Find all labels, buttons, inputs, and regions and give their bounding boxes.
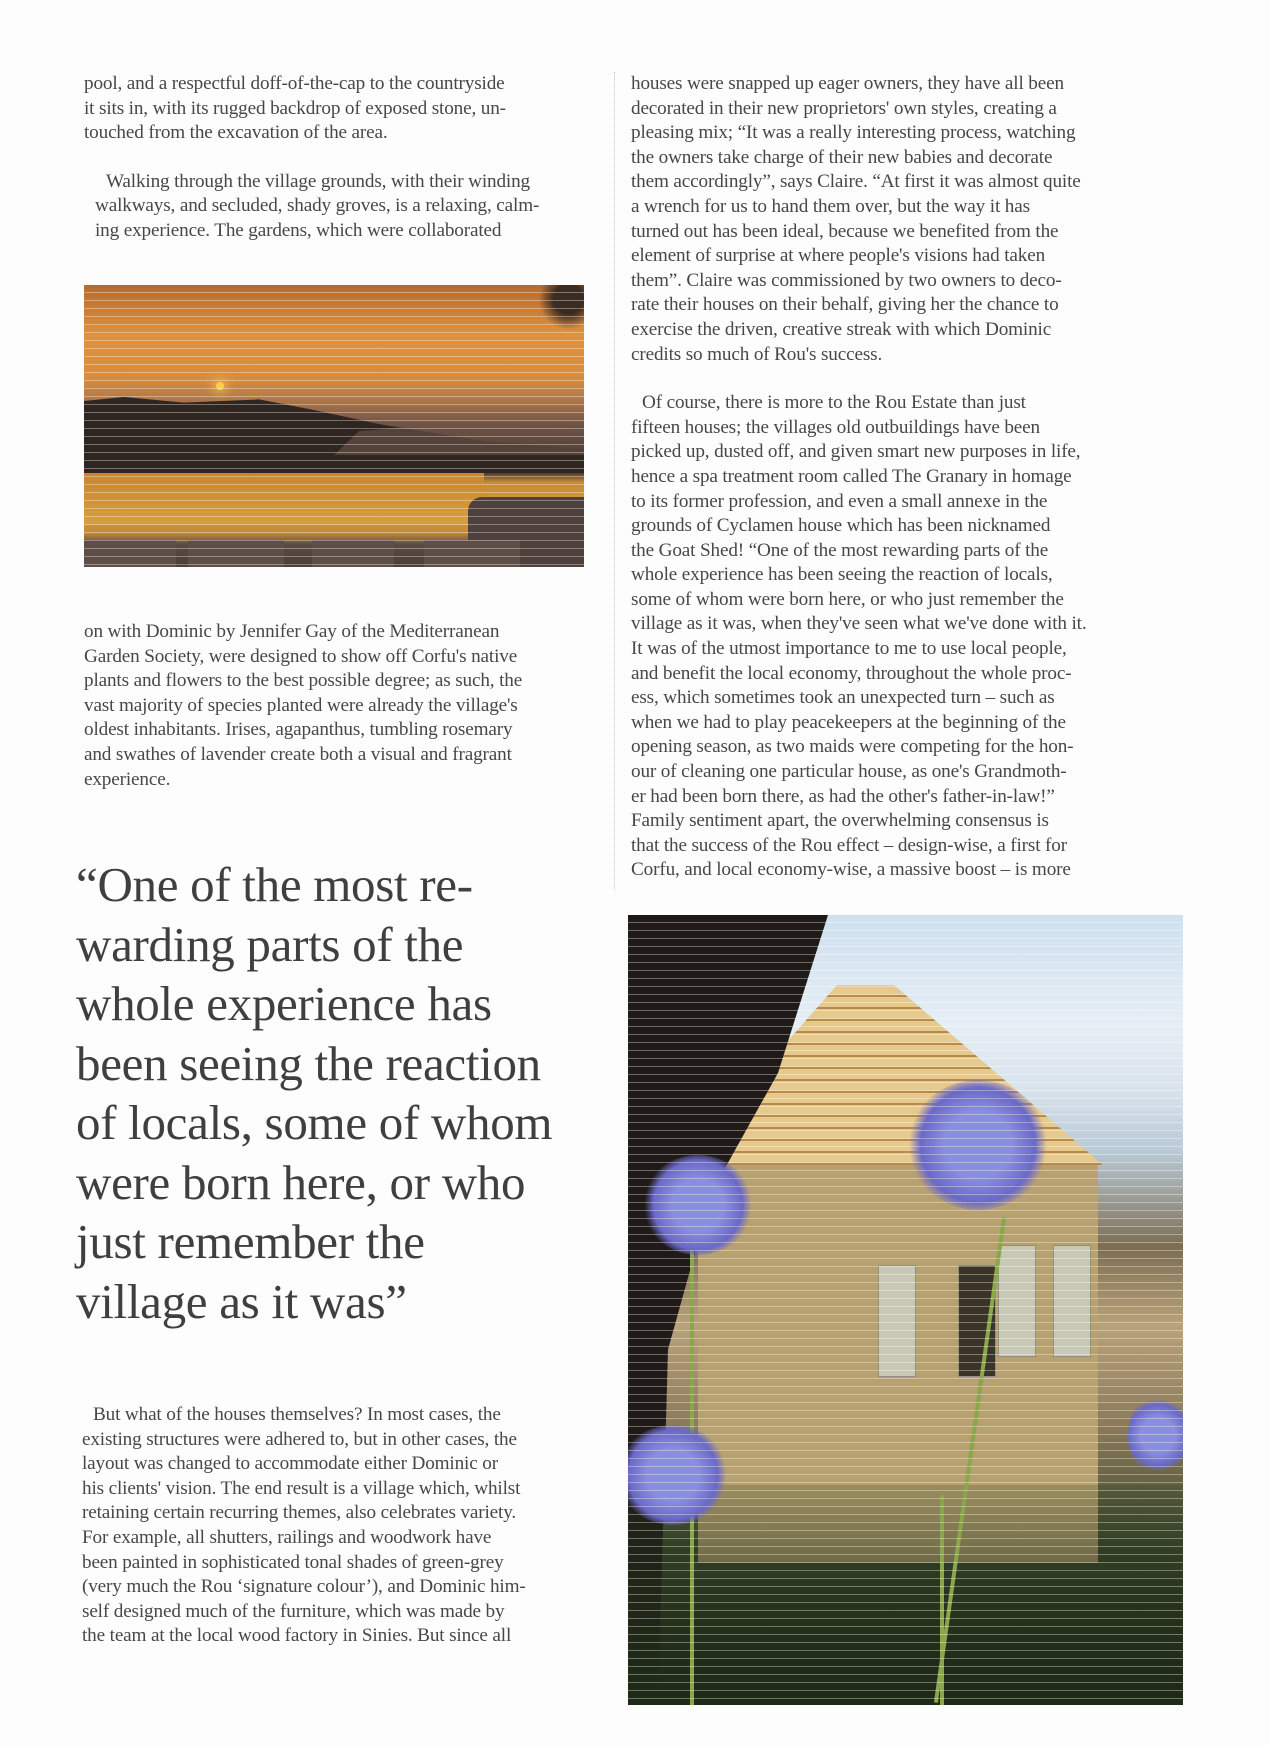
- text-line: plants and flowers to the best possible degree; as such, the: [84, 670, 523, 692]
- text-line: (very much the Rou ‘signature colour’), and Dominic him-: [82, 1576, 526, 1598]
- text-line: grounds of Cyclamen house which has been nicknamed: [631, 515, 1051, 537]
- paragraph: [84, 72, 604, 146]
- text-line: retaining certain recurring themes, also celebrates variety.: [82, 1502, 517, 1524]
- left-column-top-text: [84, 72, 604, 244]
- scan-lines: [84, 285, 584, 567]
- text-line: it sits in, with its rugged backdrop of exposed stone, un-: [84, 97, 506, 119]
- text-line: Family sentiment apart, the overwhelming consensus is: [631, 810, 1049, 832]
- text-line: Corfu, and local economy-wise, a massive boost – is more: [631, 859, 1071, 881]
- paragraph: [84, 620, 604, 792]
- text-line: oldest inhabitants. Irises, agapanthus, tumbling rosemary: [84, 719, 513, 741]
- text-line: village as it was, when they've seen what we've done with it.: [631, 613, 1087, 635]
- text-line: them”. Claire was commissioned by two owners to deco-: [631, 269, 1062, 291]
- text-line: experience.: [84, 768, 171, 790]
- text-line: a wrench for us to hand them over, but the way it has: [631, 195, 1030, 217]
- paragraph: [84, 170, 604, 244]
- text-line: exercise the driven, creative streak with which Dominic: [631, 318, 1052, 340]
- paragraph: [631, 72, 1171, 367]
- text-line: the Goat Shed! “One of the most rewarding parts of the: [631, 539, 1049, 561]
- quote-line: of locals, some of whom: [76, 1095, 553, 1150]
- text-line: houses were snapped up eager owners, they have all been: [631, 73, 1064, 94]
- text-line: fifteen houses; the villages old outbuildings have been: [631, 416, 1040, 438]
- quote-line: “One of the most re-: [76, 857, 473, 912]
- text-line: touched from the excavation of the area.: [84, 122, 388, 144]
- stone-house-photo: [628, 915, 1183, 1705]
- text-line: when we had to play peacekeepers at the beginning of the: [631, 711, 1066, 733]
- text-line: been painted in sophisticated tonal shades of green-grey: [82, 1551, 504, 1573]
- text-line: our of cleaning one particular house, as one's Grandmoth-: [631, 761, 1067, 783]
- text-line: self designed much of the furniture, which was made by: [82, 1600, 505, 1622]
- text-line: and swathes of lavender create both a visual and fragrant: [84, 743, 512, 765]
- right-column-text: [631, 72, 1171, 883]
- text-line: turned out has been ideal, because we benefited from the: [631, 220, 1059, 242]
- text-line: walkways, and secluded, shady groves, is a relaxing, calm-: [95, 195, 540, 217]
- text-line: existing structures were adhered to, but in other cases, the: [82, 1428, 517, 1450]
- text-line: on with Dominic by Jennifer Gay of the Mediterranean: [84, 621, 500, 642]
- text-line: to its former profession, and even a small annexe in the: [631, 490, 1048, 512]
- text-line: the owners take charge of their new babies and decorate: [631, 146, 1053, 168]
- text-line: and benefit the local economy, throughout the whole proc-: [631, 662, 1072, 684]
- text-line: element of surprise at where people's visions had taken: [631, 245, 1046, 267]
- sunset-pool-photo: [84, 285, 584, 567]
- text-line: layout was changed to accommodate either Dominic or: [82, 1453, 498, 1475]
- paragraph: [82, 1403, 612, 1649]
- text-line: ess, which sometimes took an unexpected turn – such as: [631, 687, 1055, 709]
- scan-lines: [628, 915, 1183, 1705]
- text-line: hence a spa treatment room called The Granary in homage: [631, 465, 1072, 487]
- text-line: decorated in their new proprietors' own styles, creating a: [631, 97, 1057, 119]
- quote-line: were born here, or who: [76, 1154, 526, 1210]
- left-column-middle-text: [84, 620, 604, 792]
- text-line: pleasing mix; “It was a really interesting process, watching: [631, 122, 1076, 144]
- text-line: some of whom were born here, or who just remember the: [631, 588, 1064, 610]
- text-line: er had been born there, as had the other's father-in-law!”: [631, 785, 1055, 807]
- text-line: It was of the utmost importance to me to use local people,: [631, 638, 1067, 660]
- text-line: rate their houses on their behalf, giving her the chance to: [631, 294, 1059, 316]
- left-column-bottom-text: [82, 1403, 612, 1649]
- paragraph: [631, 391, 1171, 883]
- text-line: whole experience has been seeing the reaction of locals,: [631, 564, 1053, 586]
- text-line: credits so much of Rou's success.: [631, 343, 883, 365]
- text-line: them accordingly”, says Claire. “At first it was almost quite: [631, 171, 1081, 193]
- text-line: Of course, there is more to the Rou Estate than just: [642, 392, 1026, 414]
- text-line: the team at the local wood factory in Sinies. But since all: [82, 1625, 512, 1647]
- text-line: his clients' vision. The end result is a village which, whilst: [82, 1477, 521, 1499]
- text-line: Walking through the village grounds, with their winding: [106, 170, 530, 192]
- quote-line: whole experience has: [76, 976, 492, 1031]
- text-line: Garden Society, were designed to show off Corfu's native: [84, 645, 518, 667]
- text-line: But what of the houses themselves? In most cases, the: [93, 1404, 501, 1425]
- text-line: pool, and a respectful doff-of-the-cap to the countryside: [84, 73, 505, 94]
- quote-line: just remember the: [76, 1214, 425, 1269]
- text-line: opening season, as two maids were competing for the hon-: [631, 736, 1074, 758]
- text-line: that the success of the Rou effect – design-wise, a first for: [631, 834, 1067, 856]
- text-line: vast majority of species planted were already the village's: [84, 694, 518, 716]
- text-line: For example, all shutters, railings and woodwork have: [82, 1526, 492, 1548]
- text-line: ing experience. The gardens, which were collaborated: [95, 219, 502, 241]
- quote-line: village as it was”: [76, 1273, 407, 1329]
- quote-line: warding parts of the: [76, 916, 464, 972]
- text-line: picked up, dusted off, and given smart new purposes in life,: [631, 441, 1081, 463]
- pull-quote: [76, 855, 616, 1331]
- quote-line: been seeing the reaction: [76, 1035, 541, 1091]
- column-divider: [614, 72, 615, 890]
